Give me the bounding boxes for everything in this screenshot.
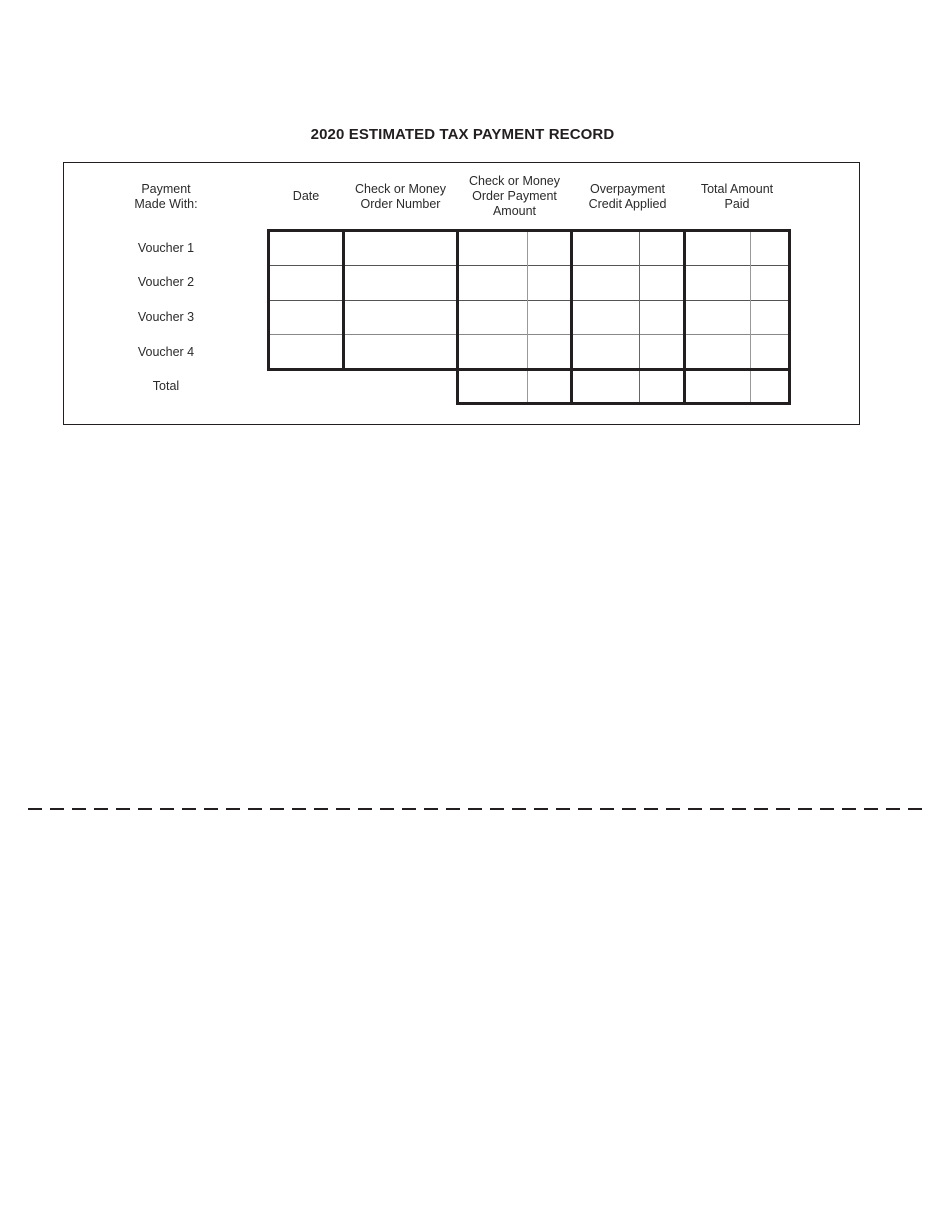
row-label-voucher-3: Voucher 3 (137, 310, 195, 324)
header-line: Order Number (360, 197, 441, 211)
cents-divider (527, 232, 528, 403)
date-right-border (342, 229, 345, 371)
voucher-3-payment-dollars-cell[interactable] (460, 301, 528, 334)
total-overpayment-dollars-cell[interactable] (573, 371, 639, 403)
voucher-1-overpayment-dollars-cell[interactable] (573, 232, 639, 265)
voucher-2-payment-dollars-cell[interactable] (460, 266, 528, 300)
header-line: Credit Applied (588, 197, 667, 211)
voucher-1-total-dollars-cell[interactable] (686, 232, 750, 265)
voucher-2-overpayment-dollars-cell[interactable] (573, 266, 639, 300)
voucher-2-total-dollars-cell[interactable] (686, 266, 750, 300)
row-divider (270, 334, 789, 335)
voucher-4-payment-cents-cell[interactable] (529, 335, 571, 368)
total-payment-dollars-cell[interactable] (460, 371, 528, 403)
header-overpayment-credit (571, 182, 684, 212)
cents-divider (750, 232, 751, 403)
overpayment-right-border (683, 229, 686, 405)
voucher-1-date-cell[interactable] (270, 232, 343, 265)
voucher-4-check-number-cell[interactable] (345, 335, 457, 368)
header-line: Payment (141, 182, 191, 196)
voucher-1-overpayment-cents-cell[interactable] (641, 232, 684, 265)
header-line: Order Payment (472, 189, 557, 203)
page-title: 2020 ESTIMATED TAX PAYMENT RECORD (310, 126, 615, 143)
voucher-3-total-dollars-cell[interactable] (686, 301, 750, 334)
total-paid-cents-cell[interactable] (751, 371, 789, 403)
voucher-4-total-dollars-cell[interactable] (686, 335, 750, 368)
voucher-4-overpayment-dollars-cell[interactable] (573, 335, 639, 368)
header-line: Amount (492, 204, 537, 218)
total-payment-cents-cell[interactable] (529, 371, 571, 403)
header-line: Made With: (134, 197, 198, 211)
voucher-4-total-cents-cell[interactable] (751, 335, 789, 368)
header-line: Overpayment (589, 182, 666, 196)
row-label-voucher-4: Voucher 4 (137, 345, 195, 359)
voucher-1-check-number-cell[interactable] (345, 232, 457, 265)
voucher-bottom-border (267, 368, 791, 371)
voucher-4-payment-dollars-cell[interactable] (460, 335, 528, 368)
voucher-1-total-cents-cell[interactable] (751, 232, 789, 265)
voucher-2-payment-cents-cell[interactable] (529, 266, 571, 300)
row-label-total: Total (152, 379, 180, 393)
row-divider (270, 300, 789, 301)
voucher-2-total-cents-cell[interactable] (751, 266, 789, 300)
grid-right-border (788, 229, 791, 405)
header-line: Check or Money (468, 174, 560, 188)
cut-line (28, 808, 922, 810)
header-line: Total Amount (700, 182, 774, 196)
row-divider (270, 265, 789, 266)
total-bottom-border (456, 402, 791, 405)
header-total-amount-paid (684, 182, 790, 212)
voucher-3-date-cell[interactable] (270, 301, 343, 334)
header-payment-amount (457, 174, 572, 219)
voucher-3-payment-cents-cell[interactable] (529, 301, 571, 334)
row-label-voucher-2: Voucher 2 (137, 275, 195, 289)
header-line: Paid (724, 197, 750, 211)
voucher-4-overpayment-cents-cell[interactable] (641, 335, 684, 368)
check-number-right-border (456, 229, 459, 405)
header-payment-made-with (106, 182, 226, 212)
voucher-1-payment-dollars-cell[interactable] (460, 232, 528, 265)
cents-divider (639, 232, 640, 403)
voucher-3-total-cents-cell[interactable] (751, 301, 789, 334)
total-overpayment-cents-cell[interactable] (641, 371, 684, 403)
voucher-4-date-cell[interactable] (270, 335, 343, 368)
payment-amount-right-border (570, 229, 573, 405)
header-check-number (343, 182, 458, 212)
voucher-2-overpayment-cents-cell[interactable] (641, 266, 684, 300)
voucher-3-overpayment-dollars-cell[interactable] (573, 301, 639, 334)
grid-left-border (267, 229, 270, 371)
row-label-voucher-1: Voucher 1 (137, 241, 195, 255)
voucher-2-check-number-cell[interactable] (345, 266, 457, 300)
voucher-2-date-cell[interactable] (270, 266, 343, 300)
voucher-3-overpayment-cents-cell[interactable] (641, 301, 684, 334)
total-paid-dollars-cell[interactable] (686, 371, 750, 403)
header-date (268, 189, 344, 204)
header-line: Check or Money (354, 182, 446, 196)
header-line: Date (292, 189, 320, 203)
grid-top-border (267, 229, 791, 232)
voucher-1-payment-cents-cell[interactable] (529, 232, 571, 265)
voucher-3-check-number-cell[interactable] (345, 301, 457, 334)
